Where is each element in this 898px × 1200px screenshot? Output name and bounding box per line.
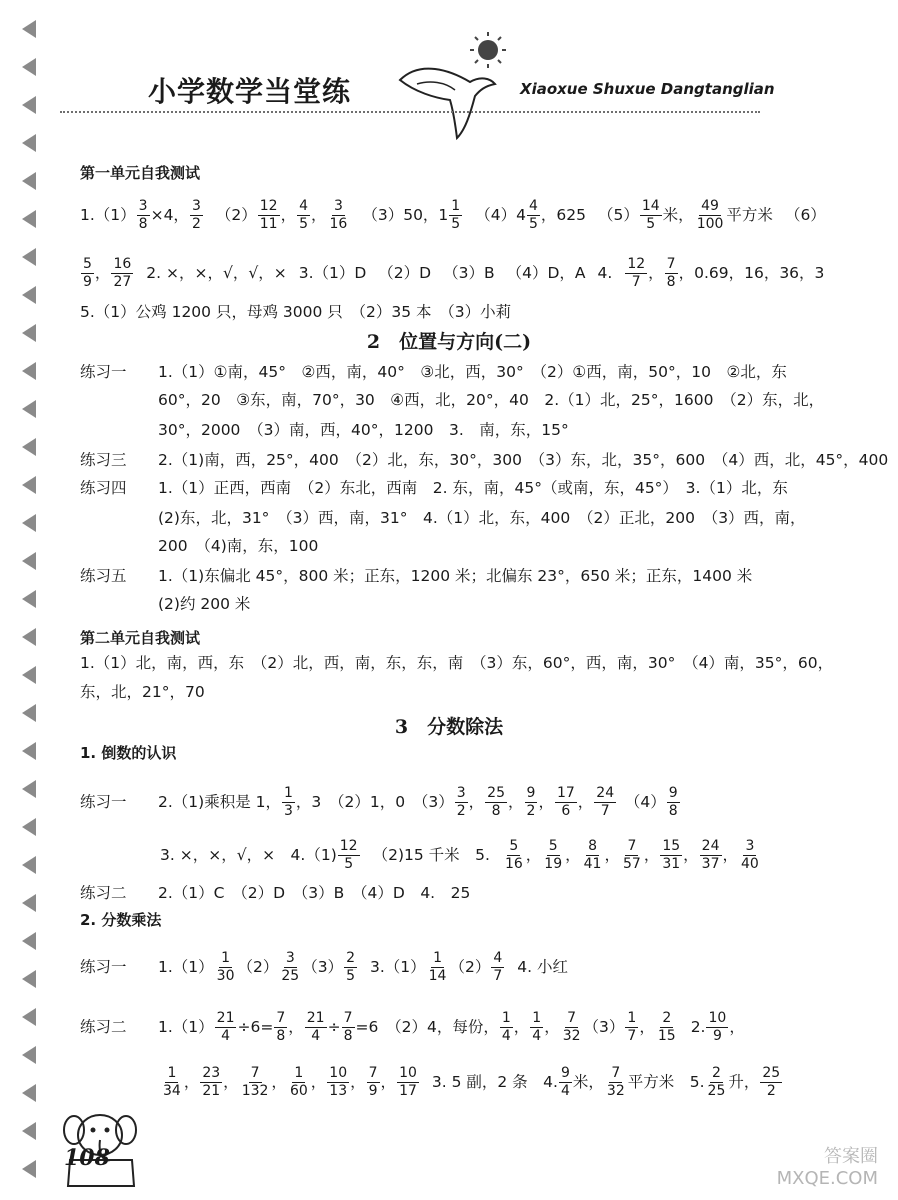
fraction — [161, 1065, 183, 1100]
fraction — [338, 838, 360, 873]
fraction-denominator: 132 — [241, 1083, 269, 1099]
fraction-numerator: 4 — [528, 198, 538, 214]
fraction — [297, 198, 310, 233]
fraction — [665, 256, 678, 291]
fraction-numerator: 1 — [284, 785, 293, 801]
chapter-2-answer-line: (2)约 200 米 — [158, 595, 251, 613]
border-triangle — [22, 894, 36, 912]
section-multiplication-heading: 2. 分数乘法 — [80, 911, 162, 929]
fraction-numerator: 7 — [343, 1010, 353, 1026]
fraction — [274, 1010, 287, 1045]
fraction-numerator: 7 — [666, 256, 676, 272]
fraction-denominator: 4 — [560, 1083, 570, 1099]
unit1-answer-line-3: 5.（1）公鸡 1200 只，母鸡 3000 只 （2）35 本 （3）小莉 — [80, 303, 512, 321]
fraction-numerator: 7 — [567, 1010, 577, 1026]
fraction-numerator: 7 — [368, 1065, 378, 1081]
fraction-denominator: 41 — [583, 856, 602, 872]
fraction-numerator: 7 — [611, 1065, 621, 1081]
fraction-numerator: 3 — [745, 838, 755, 854]
section-reciprocal-heading: 1. 倒数的认识 — [80, 744, 177, 762]
fraction-numerator: 2 — [346, 950, 355, 966]
border-triangle — [22, 476, 36, 494]
fraction-numerator: 1 — [294, 1065, 304, 1081]
left-decorative-border — [22, 20, 48, 1180]
border-triangle — [22, 780, 36, 798]
fraction — [327, 1065, 349, 1100]
fraction — [527, 198, 540, 233]
fraction-denominator: 3 — [284, 803, 293, 819]
fraction — [582, 838, 604, 873]
fraction — [215, 950, 237, 985]
fraction-numerator: 17 — [556, 785, 575, 801]
border-triangle — [22, 286, 36, 304]
chapter-2-answer-line: 练习三 2.（1)南，西，25°，400 （2）北，东，30°，300 （3）东，北，35°，600 （4）西，北，45°，400 — [80, 451, 889, 469]
fraction-denominator: 8 — [276, 1028, 286, 1044]
fraction-denominator: 5 — [299, 216, 308, 232]
fraction-denominator: 7 — [627, 1028, 637, 1044]
fraction-denominator: 100 — [696, 216, 724, 232]
fraction — [739, 838, 761, 873]
fraction-numerator: 1 — [532, 1010, 542, 1026]
fraction-denominator: 13 — [329, 1083, 348, 1099]
fraction-numerator: 4 — [299, 198, 308, 214]
border-triangle — [22, 172, 36, 190]
fraction-denominator: 9 — [712, 1028, 722, 1044]
unit1-heading: 第一单元自我测试 — [80, 164, 201, 182]
fraction-denominator: 11 — [259, 216, 278, 232]
fraction-numerator: 23 — [202, 1065, 221, 1081]
chapter-2-answer-line: 练习四 1.（1）正西，西南 （2）东北，西南 2. 东，南，45°（或南，东，45°） 3.（1）北，东 — [80, 479, 788, 497]
fraction-numerator: 5 — [548, 838, 558, 854]
border-triangle — [22, 590, 36, 608]
fraction — [427, 950, 449, 985]
fraction — [706, 1010, 728, 1045]
chapter-2-answer-line: 练习一 1.（1）①南，45° ②西，南，40° ③北，西，30° （2）①西，南，50°，10 ②北，东 — [80, 363, 787, 381]
ch3-ex1-line-2: 3. ×，×，√，× 4.（1) $\frac{12}{5}$ （2)15 千米 5. $\frac{5}{16}$ ， $\frac{5}{19}$ ， $\frac{8}{41}$ ， $\frac{7}{57}$ ， $\frac{15}{31}$ ， $\frac{24}{37}$ ， $\frac{3}{40}$ — [160, 838, 759, 872]
border-triangle — [22, 514, 36, 532]
unit1-answer-line-2: $\frac{5}{9}$ ， $\frac{16}{27}$ 2. ×，×，√，√，× 3.（1）D （2）D （3）B （4）D，A 4. $\frac{12}{7}$ ， $\frac{7}{8}$ ，0.69，16，36，3 — [83, 256, 825, 290]
fraction-denominator: 2 — [191, 216, 201, 232]
chapter-2-title: 2 位置与方向(二) — [366, 331, 532, 353]
fraction — [700, 838, 722, 873]
border-triangle — [22, 742, 36, 760]
fraction-numerator: 7 — [250, 1065, 260, 1081]
fraction-denominator: 8 — [668, 803, 678, 819]
fraction — [455, 785, 468, 820]
ch3-ex1-line-1: 练习一 2.（1)乘积是 1， $\frac{1}{3}$ ，3 （2）1，0 （3） $\frac{3}{2}$ ， $\frac{25}{8}$ ， $\frac{9}{2}$ ， $\frac{17}{6}$ ， $\frac{24}{7}$ （4） $\frac{9}{8}$ — [80, 785, 678, 819]
fraction-numerator: 9 — [560, 1065, 570, 1081]
fraction — [530, 1010, 543, 1045]
fraction-denominator: 5 — [451, 216, 461, 232]
fraction — [605, 1065, 627, 1100]
watermark: 答案圈 MXQE.COM — [776, 1146, 878, 1189]
fraction-denominator: 4 — [311, 1028, 321, 1044]
fraction-numerator: 1 — [501, 1010, 511, 1026]
fraction-denominator: 27 — [113, 274, 132, 290]
border-triangle — [22, 20, 36, 38]
fraction-denominator: 6 — [561, 803, 571, 819]
fraction-numerator: 24 — [701, 838, 720, 854]
fraction — [397, 1065, 419, 1100]
fraction — [625, 256, 647, 291]
fraction-denominator: 8 — [491, 803, 501, 819]
fraction-numerator: 10 — [329, 1065, 348, 1081]
fraction-numerator: 9 — [526, 785, 536, 801]
fraction — [640, 198, 662, 233]
fraction-denominator: 60 — [289, 1083, 308, 1099]
fraction — [282, 785, 295, 820]
fraction — [342, 1010, 355, 1045]
unit2-answer-line-1: 1.（1）北，南，西，东 （2）北，西，南，东，东，南 （3）东，60°，西，南，30° （4）南，35°，60， — [80, 654, 834, 672]
fraction-numerator: 8 — [588, 838, 598, 854]
fraction-denominator: 4 — [501, 1028, 511, 1044]
fraction — [240, 1065, 271, 1100]
fraction-denominator: 30 — [216, 968, 235, 984]
unit2-heading: 第二单元自我测试 — [80, 629, 201, 647]
fraction-denominator: 8 — [666, 274, 676, 290]
fraction — [695, 198, 726, 233]
ch3-m-ex1-line: 练习一 1.（1） $\frac{1}{30}$ （2） $\frac{3}{25}$ （3） $\frac{2}{5}$ 3.（1） $\frac{1}{14}$ （2） $\frac{4}{7}$ 4. 小红 — [80, 950, 568, 984]
ch3-ex2-line: 练习二 2.（1）C （2）D （3）B （4）D 4. 25 — [80, 884, 471, 902]
fraction-numerator: 7 — [276, 1010, 286, 1026]
border-triangle — [22, 438, 36, 456]
border-triangle — [22, 932, 36, 950]
fraction-numerator: 49 — [701, 198, 719, 214]
fraction-denominator: 25 — [281, 968, 300, 984]
fraction — [621, 838, 643, 873]
border-triangle — [22, 1160, 36, 1178]
fraction — [111, 256, 133, 291]
fraction — [561, 1010, 583, 1045]
chapter-2-answer-line: 30°，2000 （3）南，西，40°，1200 3. 南，东，15° — [158, 421, 569, 439]
fraction-numerator: 16 — [113, 256, 132, 272]
fraction-denominator: 4 — [221, 1028, 231, 1044]
chapter-2-answer-line: 60°，20 ③东，南，70°，30 ④西，北，20°，40 2.（1）北，25°，1600 （2）东，北， — [158, 391, 825, 409]
fraction — [491, 950, 504, 985]
fraction-denominator: 15 — [657, 1028, 676, 1044]
fraction-numerator: 3 — [456, 785, 466, 801]
fraction — [706, 1065, 728, 1100]
fraction-denominator: 5 — [646, 216, 656, 232]
fraction-denominator: 40 — [741, 856, 759, 872]
fraction-denominator: 25 — [707, 1083, 726, 1099]
chapter-2-answer-line: (2)东，北，31° （3）西，南，31° 4.（1）北，东，400 （2）正北，200 （3）西，南， — [158, 509, 806, 527]
fraction-denominator: 31 — [662, 856, 681, 872]
fraction-numerator: 2 — [662, 1010, 672, 1026]
fraction-numerator: 7 — [627, 838, 637, 854]
border-triangle — [22, 1046, 36, 1064]
fraction — [559, 1065, 572, 1100]
border-triangle — [22, 552, 36, 570]
fraction — [305, 1010, 327, 1045]
fraction-denominator: 17 — [399, 1083, 417, 1099]
fraction-denominator: 9 — [368, 1083, 378, 1099]
chapter-2-answer-line: 练习五 1.（1)东偏北 45°，800 米；正东，1200 米；北偏东 23°，650 米；正东，1400 米 — [80, 567, 753, 585]
fraction-denominator: 7 — [631, 274, 641, 290]
fraction — [200, 1065, 222, 1100]
fraction — [344, 950, 357, 985]
fraction-denominator: 2 — [766, 1083, 776, 1099]
fraction — [542, 838, 564, 873]
fraction-numerator: 1 — [221, 950, 231, 966]
fraction — [449, 198, 462, 233]
border-triangle — [22, 1122, 36, 1140]
fraction-numerator: 3 — [138, 198, 148, 214]
border-triangle — [22, 970, 36, 988]
dove-sun-icon — [395, 30, 520, 140]
border-triangle — [22, 1008, 36, 1026]
fraction-numerator: 25 — [487, 785, 505, 801]
fraction — [503, 838, 525, 873]
fraction — [190, 198, 203, 233]
fraction — [279, 950, 301, 985]
fraction-denominator: 19 — [544, 856, 563, 872]
border-triangle — [22, 58, 36, 76]
fraction-denominator: 7 — [600, 803, 610, 819]
page-number: 108 — [64, 1145, 110, 1171]
fraction — [485, 785, 507, 820]
fraction-numerator: 1 — [167, 1065, 177, 1081]
fraction — [500, 1010, 513, 1045]
fraction-denominator: 5 — [528, 216, 538, 232]
fraction — [81, 256, 94, 291]
fraction-denominator: 4 — [532, 1028, 542, 1044]
book-title-pinyin: Xiaoxue Shuxue Dangtanglian — [520, 80, 775, 98]
fraction — [258, 198, 280, 233]
fraction-denominator: 8 — [138, 216, 148, 232]
book-title: 小学数学当堂练 — [148, 75, 352, 108]
ch3-m-ex2-line-1: 练习二 1.（1） $\frac{21}{4}$ ÷6= $\frac{7}{8}$ ， $\frac{21}{4}$ ÷ $\frac{7}{8}$ =6 （2）4，每份， $\frac{1}{4}$ ， $\frac{1}{4}$ ， $\frac{7}{32}$ （3） $\frac{1}{7}$ ， $\frac{2}{15}$ 2. $\frac{10}{9}$ ， — [80, 1010, 745, 1044]
border-triangle — [22, 666, 36, 684]
fraction-numerator: 21 — [216, 1010, 235, 1026]
fraction-numerator: 12 — [627, 256, 646, 272]
fraction-numerator: 9 — [668, 785, 678, 801]
border-triangle — [22, 96, 36, 114]
fraction — [367, 1065, 380, 1100]
fraction — [656, 1010, 678, 1045]
fraction — [328, 198, 350, 233]
border-triangle — [22, 818, 36, 836]
fraction-denominator: 21 — [202, 1083, 221, 1099]
ch3-m-ex2-line-2: $\frac{1}{34}$ ， $\frac{23}{21}$ ， $\frac{7}{132}$ ， $\frac{1}{60}$ ， $\frac{10}{13}$ ， $\frac{7}{9}$ ， $\frac{10}{17}$ 3. 5 副，2 条 4. $\frac{9}{4}$ 米， $\frac{7}{32}$ 平方米 5. $\frac{2}{25}$ 升， $\frac{25}{2}$ — [163, 1065, 781, 1099]
fraction-denominator: 5 — [346, 968, 355, 984]
border-triangle — [22, 628, 36, 646]
fraction-numerator: 12 — [339, 838, 358, 854]
header-divider — [60, 111, 760, 113]
fraction-numerator: 1 — [627, 1010, 637, 1026]
fraction-denominator: 2 — [456, 803, 466, 819]
fraction-numerator: 1 — [433, 950, 443, 966]
fraction-numerator: 5 — [509, 838, 519, 854]
fraction-denominator: 5 — [344, 856, 354, 872]
border-triangle — [22, 210, 36, 228]
fraction-numerator: 21 — [306, 1010, 325, 1026]
fraction-denominator: 37 — [701, 856, 720, 872]
unit2-answer-line-2: 东，北，21°，70 — [80, 683, 205, 701]
fraction-numerator: 25 — [762, 1065, 781, 1081]
fraction-numerator: 12 — [259, 198, 278, 214]
fraction-denominator: 7 — [493, 968, 503, 984]
fraction-denominator: 8 — [343, 1028, 353, 1044]
fraction-denominator: 14 — [428, 968, 447, 984]
fraction-denominator: 16 — [504, 856, 523, 872]
fraction-denominator: 32 — [562, 1028, 581, 1044]
fraction — [660, 838, 682, 873]
fraction — [215, 1010, 237, 1045]
border-triangle — [22, 400, 36, 418]
fraction-numerator: 3 — [191, 198, 201, 214]
fraction — [555, 785, 577, 820]
fraction-numerator: 15 — [662, 838, 681, 854]
fraction-denominator: 32 — [606, 1083, 625, 1099]
fraction-numerator: 2 — [712, 1065, 721, 1081]
fraction — [288, 1065, 310, 1100]
border-triangle — [22, 1084, 36, 1102]
fraction-denominator: 2 — [526, 803, 536, 819]
fraction-denominator: 9 — [83, 274, 92, 290]
border-triangle — [22, 134, 36, 152]
fraction — [760, 1065, 782, 1100]
fraction — [594, 785, 616, 820]
fraction-numerator: 10 — [399, 1065, 417, 1081]
fraction-numerator: 24 — [596, 785, 615, 801]
fraction-denominator: 34 — [163, 1083, 181, 1099]
fraction-numerator: 1 — [451, 198, 461, 214]
fraction-numerator: 10 — [708, 1010, 727, 1026]
unit1-answer-line-1: 1.（1） $\frac{3}{8}$ ×4， $\frac{3}{2}$ （2） $\frac{12}{11}$ ， $\frac{4}{5}$ ， $\frac{3}{16}$ （3）50，1 $\frac{1}{5}$ （4）4 $\frac{4}{5}$ ，625 （5） $\frac{14}{5}$ 米， $\frac{49}{100}$ 平方米 （6） — [80, 198, 826, 232]
border-triangle — [22, 362, 36, 380]
fraction-denominator: 16 — [329, 216, 348, 232]
fraction-numerator: 3 — [285, 950, 295, 966]
chapter-2-answer-line: 200 （4)南，东，100 — [158, 537, 319, 555]
fraction — [137, 198, 150, 233]
border-triangle — [22, 248, 36, 266]
border-triangle — [22, 856, 36, 874]
fraction-numerator: 3 — [333, 198, 343, 214]
fraction-numerator: 14 — [641, 198, 660, 214]
fraction — [625, 1010, 638, 1045]
fraction — [667, 785, 680, 820]
fraction — [525, 785, 538, 820]
chapter-3-title: 3 分数除法 — [394, 716, 504, 738]
fraction-numerator: 4 — [493, 950, 503, 966]
fraction-numerator: 5 — [83, 256, 92, 272]
fraction-denominator: 57 — [622, 856, 641, 872]
